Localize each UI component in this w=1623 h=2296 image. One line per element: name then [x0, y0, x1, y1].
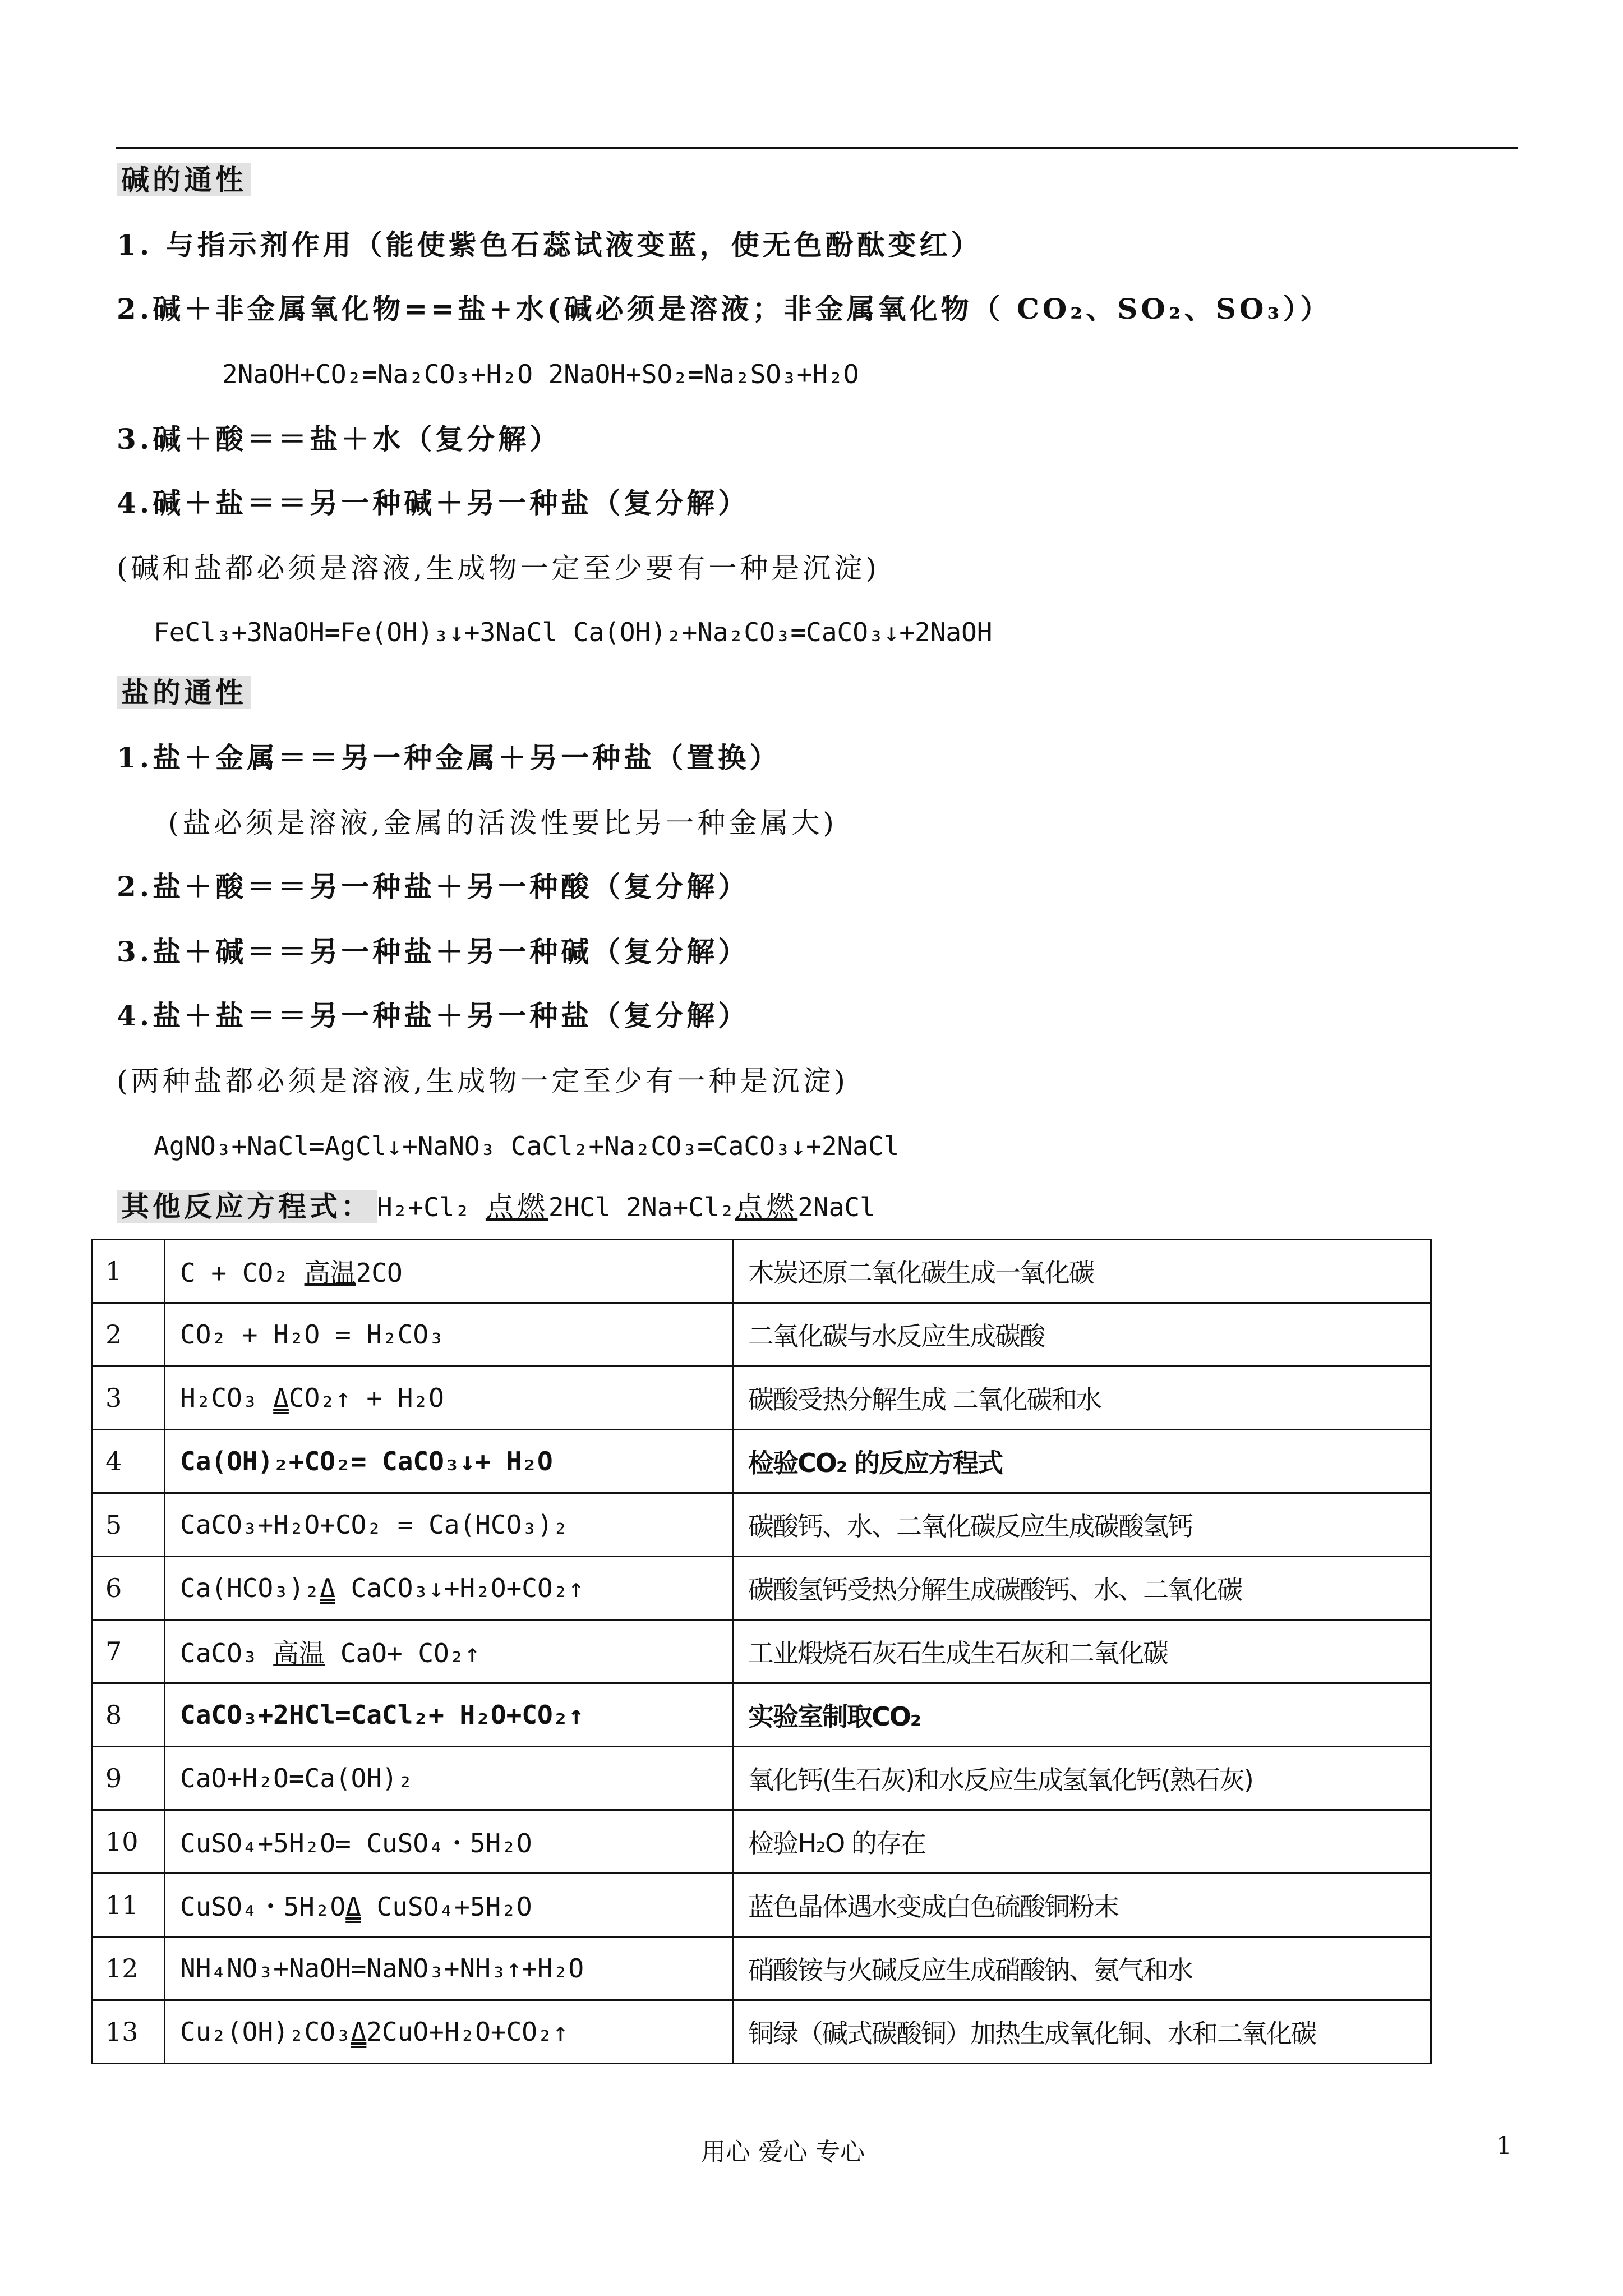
- equation-right: CO₂↑ + H₂O: [288, 1383, 444, 1413]
- reaction-condition: 高温: [304, 1258, 356, 1288]
- equation-left: H₂CO₃: [180, 1383, 274, 1413]
- base-property-1: 1. 与指示剂作用（能使紫色石蕊试液变蓝，使无色酚酞变红）: [117, 228, 983, 261]
- table-row: [93, 1620, 1431, 1683]
- other-eq1-condition: 点燃: [485, 1190, 548, 1223]
- other-eq2-reactants: 2Na+Cl₂: [626, 1192, 735, 1222]
- reaction-equation: [165, 1557, 733, 1620]
- reaction-equation: [165, 2000, 733, 2064]
- row-number: 13: [93, 2000, 165, 2064]
- equation-left: Ca(HCO₃)₂: [180, 1573, 320, 1603]
- other-equations-line: [117, 1187, 875, 1227]
- reaction-equation: [165, 1366, 733, 1430]
- reaction-description: 硝酸铵与火碱反应生成硝酸钠、氨气和水: [733, 1937, 1431, 2000]
- table-row: [93, 1683, 1431, 1747]
- reaction-description: 蓝色晶体遇水变成白色硫酸铜粉末: [733, 1874, 1431, 1937]
- row-number: 12: [93, 1937, 165, 2000]
- base-property-4-equations: FeCl₃+3NaOH=Fe(OH)₃↓+3NaCl Ca(OH)₂+Na₂CO₃=CaCO₃↓+2NaOH: [154, 617, 993, 647]
- equation-left: CaCO₃: [180, 1638, 274, 1668]
- row-number: 7: [93, 1620, 165, 1683]
- reaction-description: 铜绿（碱式碳酸铜）加热生成氧化铜、水和二氧化碳: [733, 2000, 1431, 2064]
- reaction-description: 检验H₂O 的存在: [733, 1810, 1431, 1874]
- reaction-condition: 高温: [273, 1638, 325, 1668]
- salt-property-1-note: (盐必须是溶液,金属的活泼性要比另一种金属大): [168, 807, 837, 839]
- base-property-3: 3.碱＋酸＝＝盐＋水（复分解）: [117, 422, 561, 455]
- equation-right: 2CuO+H₂O+CO₂↑: [366, 2017, 569, 2047]
- table-row: [93, 1493, 1431, 1557]
- table-row: [93, 1557, 1431, 1620]
- row-number: 11: [93, 1874, 165, 1937]
- reaction-description: 碳酸受热分解生成 二氧化碳和水: [733, 1366, 1431, 1430]
- equation-left: CuSO₄・5H₂O: [180, 1892, 346, 1922]
- equation-right: CaCO₃↓+H₂O+CO₂↑: [335, 1573, 584, 1603]
- equation-left: CO₂ + H₂O = H₂CO₃: [180, 1319, 444, 1350]
- table-row: [93, 2000, 1431, 2064]
- page-number: 1: [1496, 2132, 1512, 2160]
- reaction-equation: [165, 1747, 733, 1810]
- table-row: [93, 1240, 1431, 1303]
- reaction-equation: [165, 1810, 733, 1874]
- reaction-equation: [165, 1240, 733, 1303]
- equation-right: 2CO: [356, 1258, 403, 1288]
- other-eq1-reactants: H₂+Cl₂: [377, 1192, 486, 1222]
- row-number: 4: [93, 1430, 165, 1493]
- heading-base-label: 碱的通性: [117, 163, 251, 196]
- equation-left: Ca(OH)₂+CO₂= CaCO₃↓+ H₂O: [180, 1446, 553, 1476]
- section-heading-salt: [117, 673, 251, 712]
- reaction-condition: Δ: [320, 1573, 335, 1603]
- reaction-description: 木炭还原二氧化碳生成一氧化碳: [733, 1240, 1431, 1303]
- reaction-condition: Δ: [345, 1892, 361, 1922]
- equation-left: Cu₂(OH)₂CO₃: [180, 2017, 351, 2047]
- row-number: 5: [93, 1493, 165, 1557]
- reaction-condition: Δ: [351, 2017, 367, 2047]
- reaction-table: [91, 1239, 1432, 2064]
- reaction-table-body: [93, 1240, 1431, 2064]
- table-row: [93, 1874, 1431, 1937]
- salt-property-3: 3.盐＋碱＝＝另一种盐＋另一种碱（复分解）: [117, 935, 750, 968]
- row-number: 8: [93, 1683, 165, 1747]
- reaction-equation: [165, 1937, 733, 2000]
- reaction-equation: [165, 1303, 733, 1366]
- table-row: [93, 1937, 1431, 2000]
- other-eq1-product: 2HCl: [548, 1192, 611, 1222]
- row-number: 6: [93, 1557, 165, 1620]
- equation-right: CaO+ CO₂↑: [325, 1638, 481, 1668]
- reaction-description: 工业煅烧石灰石生成生石灰和二氧化碳: [733, 1620, 1431, 1683]
- equation-left: CaCO₃+H₂O+CO₂ = Ca(HCO₃)₂: [180, 1510, 569, 1540]
- equation-left: CaO+H₂O=Ca(OH)₂: [180, 1763, 413, 1793]
- table-row: [93, 1366, 1431, 1430]
- other-eq2-condition: 点燃: [735, 1190, 798, 1223]
- reaction-description: 检验CO₂ 的反应方程式: [733, 1430, 1431, 1493]
- equation-left: CaCO₃+2HCl=CaCl₂+ H₂O+CO₂↑: [180, 1700, 584, 1730]
- reaction-description: 碳酸钙、水、二氧化碳反应生成碳酸氢钙: [733, 1493, 1431, 1557]
- reaction-equation: [165, 1493, 733, 1557]
- reaction-equation: [165, 1620, 733, 1683]
- base-property-2-equations: 2NaOH+CO₂=Na₂CO₃+H₂O 2NaOH+SO₂=Na₂SO₃+H₂O: [222, 359, 859, 389]
- other-eq2-product: 2NaCl: [797, 1192, 875, 1222]
- equation-left: CuSO₄+5H₂O= CuSO₄・5H₂O: [180, 1828, 532, 1858]
- salt-property-1: 1.盐＋金属＝＝另一种金属＋另一种盐（置换）: [117, 741, 781, 774]
- equation-left: NH₄NO₃+NaOH=NaNO₃+NH₃↑+H₂O: [180, 1953, 584, 1984]
- header-rule: [116, 147, 1518, 149]
- table-row: [93, 1810, 1431, 1874]
- reaction-description: 实验室制取CO₂: [733, 1683, 1431, 1747]
- reaction-equation: [165, 1683, 733, 1747]
- row-number: 2: [93, 1303, 165, 1366]
- row-number: 10: [93, 1810, 165, 1874]
- salt-property-2: 2.盐＋酸＝＝另一种盐＋另一种酸（复分解）: [117, 870, 750, 903]
- reaction-description: 碳酸氢钙受热分解生成碳酸钙、水、二氧化碳: [733, 1557, 1431, 1620]
- equation-left: C + CO₂: [180, 1258, 305, 1288]
- table-row: [93, 1303, 1431, 1366]
- reaction-equation: [165, 1430, 733, 1493]
- base-property-4: 4.碱＋盐＝＝另一种碱＋另一种盐（复分解）: [117, 486, 750, 519]
- base-property-2: 2.碱＋非金属氧化物==盐+水(碱必须是溶液；非金属氧化物（ CO₂、SO₂、SO₃））: [117, 292, 1332, 325]
- other-equations-label: 其他反应方程式：: [117, 1190, 377, 1223]
- row-number: 1: [93, 1240, 165, 1303]
- row-number: 3: [93, 1366, 165, 1430]
- reaction-description: 二氧化碳与水反应生成碳酸: [733, 1303, 1431, 1366]
- section-heading-base: [117, 160, 251, 200]
- heading-salt-label: 盐的通性: [117, 676, 251, 709]
- base-property-4-note: (碱和盐都必须是溶液,生成物一定至少要有一种是沉淀): [117, 552, 880, 585]
- reaction-equation: [165, 1874, 733, 1937]
- reaction-description: 氧化钙(生石灰)和水反应生成氢氧化钙(熟石灰): [733, 1747, 1431, 1810]
- reaction-condition: Δ: [273, 1383, 289, 1413]
- table-row: [93, 1747, 1431, 1810]
- equation-right: CuSO₄+5H₂O: [361, 1892, 532, 1922]
- row-number: 9: [93, 1747, 165, 1810]
- salt-property-4-equations: AgNO₃+NaCl=AgCl↓+NaNO₃ CaCl₂+Na₂CO₃=CaCO₃↓+2NaCl: [154, 1131, 900, 1161]
- footer-motto: 用心 爱心 专心: [701, 2138, 865, 2166]
- salt-property-4-note: (两种盐都必须是溶液,生成物一定至少有一种是沉淀): [117, 1065, 849, 1097]
- salt-property-4: 4.盐＋盐＝＝另一种盐＋另一种盐（复分解）: [117, 999, 750, 1032]
- table-row: [93, 1430, 1431, 1493]
